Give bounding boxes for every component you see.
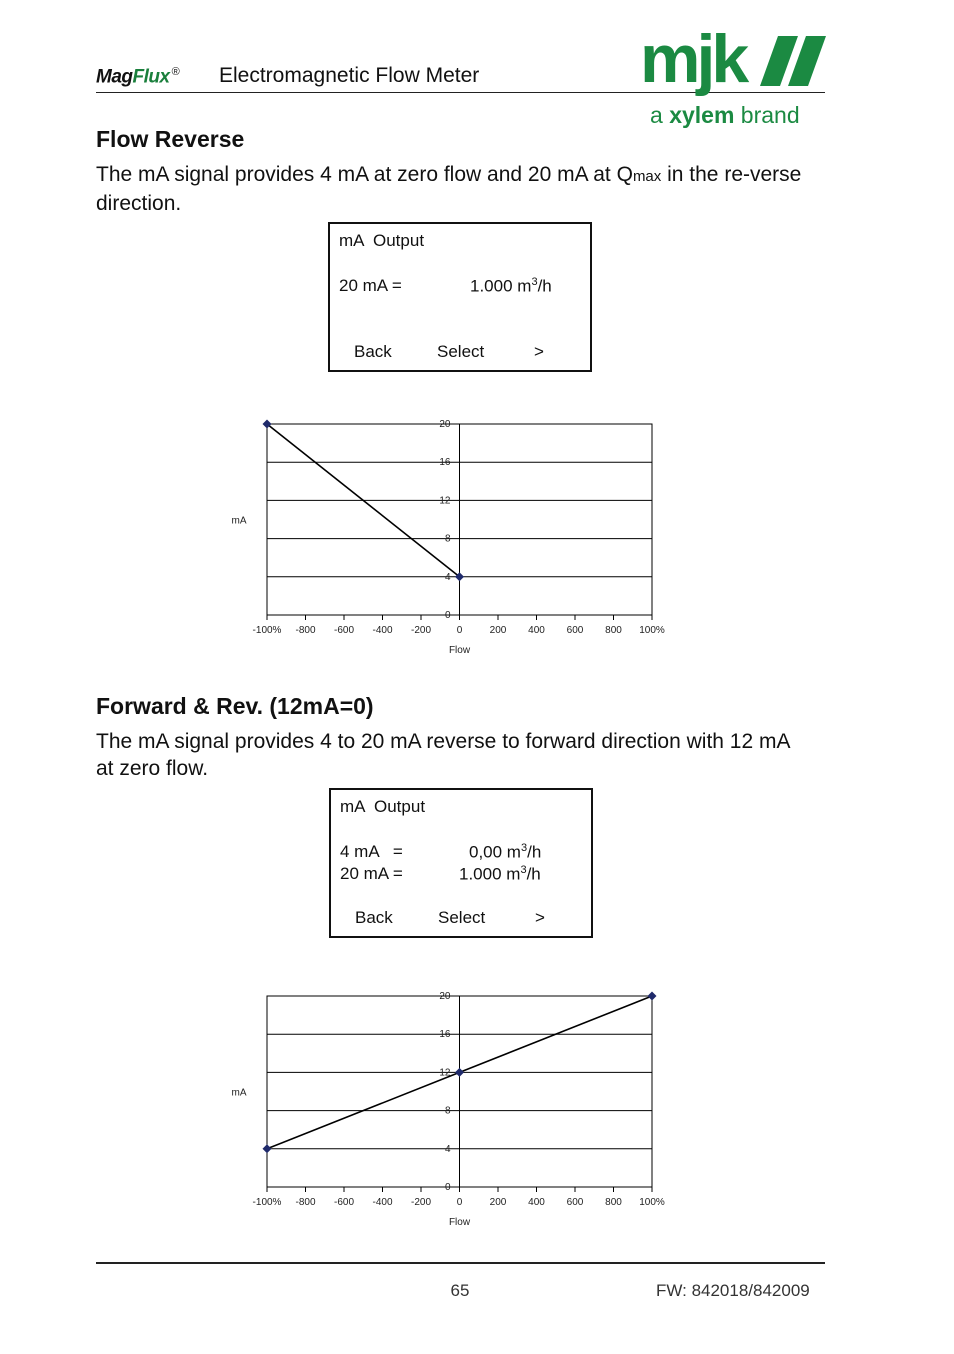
logo-wordmark: mjk (640, 21, 746, 97)
brand-mag: Mag (96, 66, 133, 88)
lcd2-row2-unit: /h (526, 864, 541, 884)
lcd1-next-button[interactable]: > (534, 342, 544, 361)
header-title: Electromagnetic Flow Meter (219, 64, 480, 87)
section1-paragraph (96, 161, 806, 217)
brand-registered: ® (171, 66, 180, 78)
y-tick-label: 0 (444, 1182, 451, 1193)
x-tick-label: 400 (528, 1197, 545, 1208)
logo-slashes-icon (760, 34, 826, 88)
lcd1-back-button[interactable]: Back (354, 342, 392, 361)
chart-forward-reverse (220, 982, 690, 1242)
lcd2-title: mA Output (340, 797, 426, 816)
brand-flux: Flux (132, 66, 170, 88)
lcd2-row2-label: 20 mA = (340, 864, 403, 883)
lcd1-select-button[interactable]: Select (437, 342, 485, 361)
chart-forward-reverse-svg (220, 982, 690, 1242)
logo-tagline (650, 102, 800, 129)
x-tick-label: -600 (333, 1197, 355, 1208)
lcd1-row1-label: 20 mA = (339, 276, 402, 295)
lcd2-row2-value (459, 864, 541, 885)
lcd1-title: mA Output (339, 231, 425, 250)
chart-flow-reverse-svg (220, 410, 690, 670)
y-tick-label: 20 (439, 419, 451, 430)
lcd2-next-button[interactable]: > (535, 908, 545, 927)
x-tick-label: -600 (333, 625, 355, 636)
lcd-display-1 (328, 222, 592, 372)
chart-flow-reverse (220, 410, 690, 670)
firmware-version: FW: 842018/842009 (656, 1281, 810, 1300)
logo-sub-a: a (650, 102, 663, 128)
section1-para-before: The mA signal provides 4 mA at zero flow and 20 mA at Q (96, 163, 633, 186)
lcd1-row1-unit: /h (537, 276, 552, 296)
logo-sub-xylem: xylem (669, 102, 735, 128)
x-tick-label: -200 (410, 625, 432, 636)
x-tick-label: 200 (489, 625, 507, 636)
x-tick-label: 800 (605, 625, 622, 636)
y-axis-title: mA (231, 1087, 247, 1099)
lcd2-select-button[interactable]: Select (438, 908, 486, 927)
y-tick-label: 8 (444, 533, 451, 545)
y-tick-label: 0 (444, 610, 451, 621)
x-axis-title: Flow (448, 645, 471, 656)
section-title-forward-rev: Forward & Rev. (12mA=0) (96, 693, 374, 719)
x-axis-title: Flow (448, 1217, 471, 1228)
x-tick-label: -200 (410, 1197, 432, 1208)
lcd2-row1-unit: /h (527, 842, 542, 862)
y-axis-title: mA (231, 515, 247, 527)
x-tick-label: -800 (295, 1197, 316, 1208)
lcd-display-2 (329, 788, 593, 938)
x-tick-label: 600 (566, 625, 584, 636)
logo-sub-brand: brand (740, 102, 800, 128)
x-tick-label: 0 (456, 1197, 463, 1208)
x-tick-label: 100% (639, 625, 665, 636)
section1-para-sub: max (632, 168, 662, 185)
y-tick-label: 8 (444, 1105, 451, 1117)
lcd2-row1-exp: 3 (520, 842, 528, 854)
lcd1-row1-number: 1.000 m (470, 276, 532, 296)
lcd2-back-button[interactable]: Back (355, 908, 393, 927)
lcd2-row2-exp: 3 (520, 864, 527, 876)
section-title-flow-reverse: Flow Reverse (96, 126, 245, 152)
x-tick-label: 100% (639, 1197, 665, 1208)
lcd2-row1-number: 0,00 m (469, 842, 521, 862)
mjk-logo (640, 21, 830, 130)
x-tick-label: -800 (295, 625, 316, 636)
x-tick-label: 0 (456, 625, 463, 636)
x-tick-label: 200 (489, 1197, 507, 1208)
x-tick-label: 400 (528, 625, 545, 636)
y-tick-label: 4 (444, 1143, 451, 1155)
y-tick-label: 12 (439, 1067, 451, 1079)
y-tick-label: 16 (439, 1029, 451, 1041)
footer-divider (96, 1262, 825, 1264)
x-tick-label: -400 (372, 1197, 393, 1208)
lcd1-row1-exp: 3 (531, 276, 538, 288)
section1-para-after: in the re-verse direction. (96, 163, 802, 215)
magflux-brand (96, 66, 179, 88)
x-tick-label: 600 (566, 1197, 584, 1208)
y-tick-label: 16 (439, 457, 451, 469)
lcd2-row1-value (469, 842, 541, 863)
section2-paragraph: The mA signal provides 4 to 20 mA reverse to forward direction with 12 mA at zero flow. (96, 730, 790, 780)
y-tick-label: 12 (439, 495, 451, 507)
x-tick-label: -100% (252, 625, 282, 636)
page-number: 65 (450, 1281, 470, 1300)
lcd1-row1-value (470, 276, 552, 297)
x-tick-label: -100% (252, 1197, 282, 1208)
x-tick-label: -400 (372, 625, 393, 636)
y-tick-label: 4 (444, 571, 451, 583)
x-tick-label: 800 (605, 1197, 622, 1208)
y-tick-label: 20 (439, 991, 451, 1002)
lcd2-row1-label: 4 mA = (340, 842, 403, 861)
lcd2-row2-number: 1.000 m (459, 864, 521, 884)
